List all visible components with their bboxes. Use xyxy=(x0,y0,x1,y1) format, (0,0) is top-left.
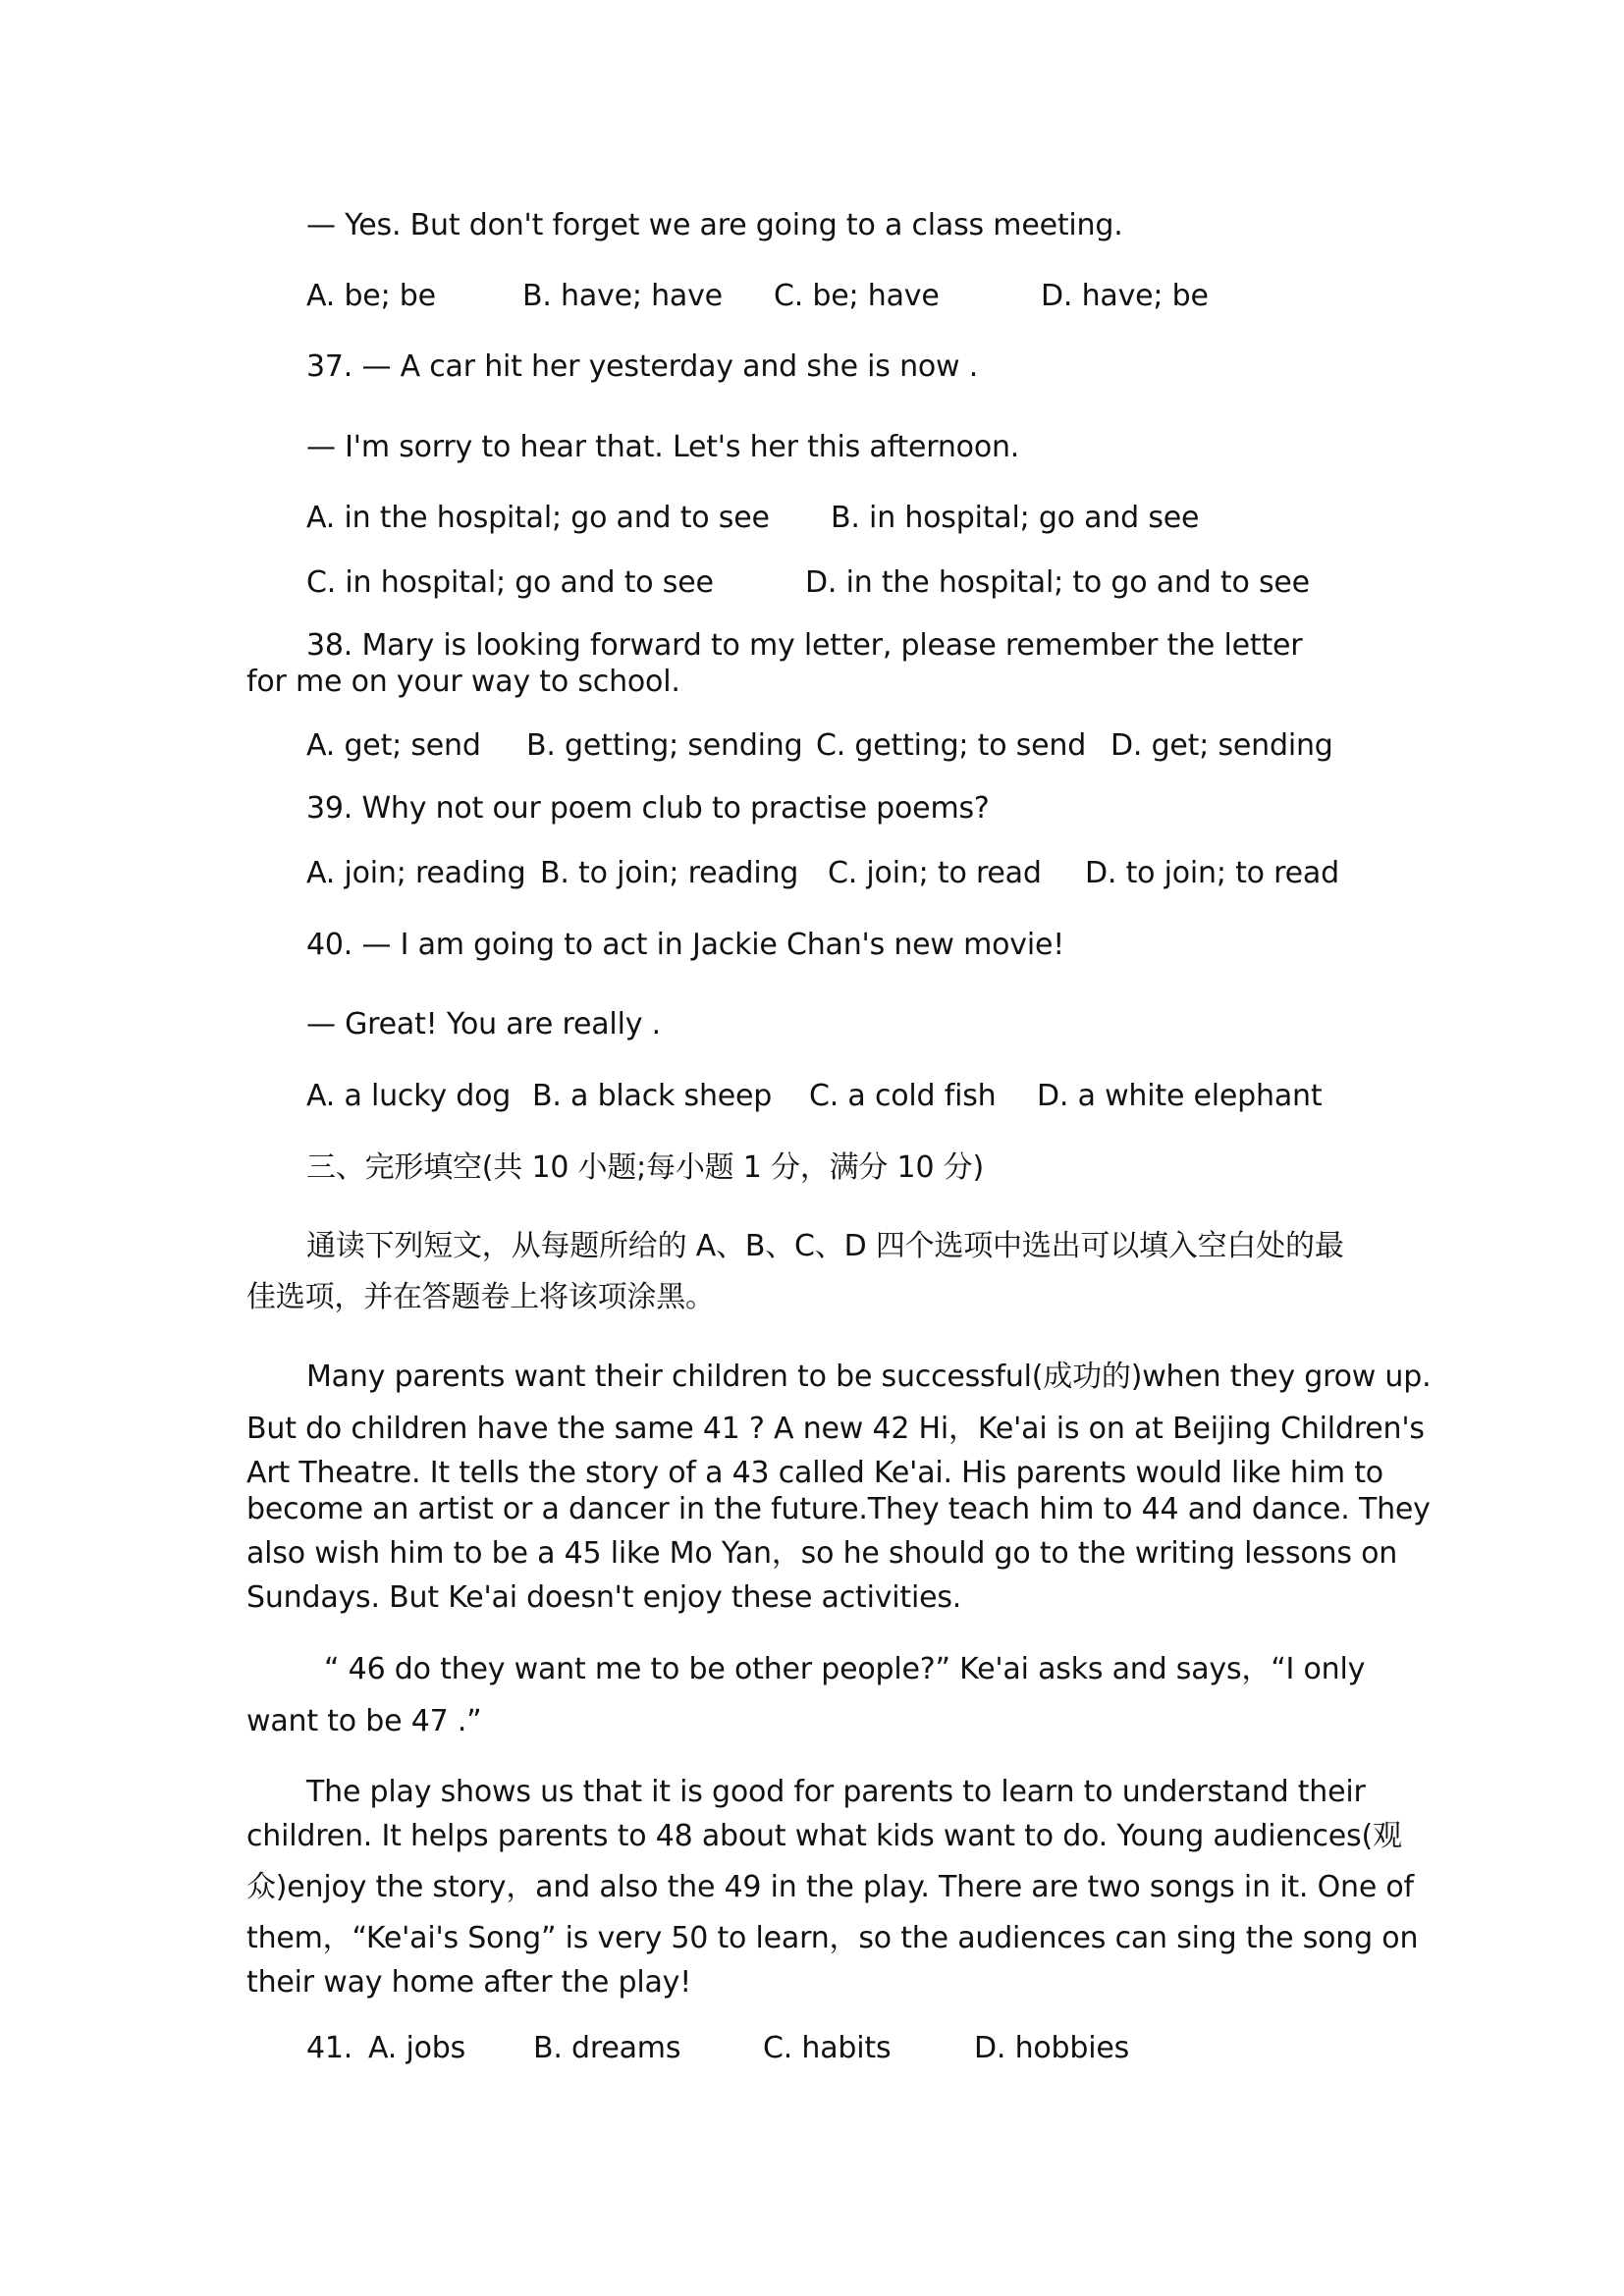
passage-p1-line2: But do children have the same 41 ? A new 42 Hi，Ke'ai is on at Beijing Children's xyxy=(246,1412,1425,1446)
option-d: D. a white elephant xyxy=(1037,1079,1323,1113)
option-b: B. in hospital; go and see xyxy=(831,501,1200,535)
q38-stem-line1: 38. Mary is looking forward to my letter, please remember the letter xyxy=(306,628,1303,663)
passage-p2-line1: “ 46 do they want me to be other people?” Ke'ai asks and says，“I only xyxy=(324,1652,1366,1686)
passage-p3-line1: The play shows us that it is good for parents to learn to understand their xyxy=(306,1775,1366,1809)
option-c: C. join; to read xyxy=(828,856,1042,890)
option-b: B. a black sheep xyxy=(532,1079,773,1113)
option-a: A. join; reading xyxy=(306,856,526,890)
passage-p3-line3: 众)enjoy the story，and also the 49 in the play. There are two songs in it. One of xyxy=(246,1870,1414,1904)
passage-p1-line1: Many parents want their children to be successful(成功的)when they grow up. xyxy=(306,1360,1432,1394)
question-number: 41. xyxy=(306,2031,353,2065)
passage-p3-line4: them，“Ke'ai's Song” is very 50 to learn，so the audiences can sing the song on xyxy=(246,1921,1419,1955)
option-a: A. jobs xyxy=(368,2031,466,2065)
option-d: D. hobbies xyxy=(974,2031,1130,2065)
q37-response: — I'm sorry to hear that. Let's her this afternoon. xyxy=(306,430,1020,464)
passage-p2-line2: want to be 47 .” xyxy=(246,1704,482,1738)
option-a: A. get; send xyxy=(306,728,481,763)
q40-response: — Great! You are really . xyxy=(306,1007,661,1041)
option-d: D. to join; to read xyxy=(1085,856,1339,890)
q38-stem-line2: for me on your way to school. xyxy=(246,665,680,699)
section-heading: 三、完形填空(共 10 小题;每小题 1 分，满分 10 分) xyxy=(306,1150,984,1185)
q36-response-line: — Yes. But don't forget we are going to a class meeting. xyxy=(306,208,1123,242)
option-d: D. get; sending xyxy=(1110,728,1333,763)
option-a: A. in the hospital; go and to see xyxy=(306,501,770,535)
option-c: C. getting; to send xyxy=(816,728,1087,763)
option-b: B. have; have xyxy=(522,279,723,313)
option-c: C. in hospital; go and to see xyxy=(306,565,714,600)
option-c: C. be; have xyxy=(774,279,940,313)
passage-p3-line2: children. It helps parents to 48 about what kids want to do. Young audiences(观 xyxy=(246,1819,1402,1853)
passage-p1-line4: become an artist or a dancer in the future.They teach him to 44 and dance. They xyxy=(246,1492,1431,1526)
option-a: A. a lucky dog xyxy=(306,1079,512,1113)
option-d: D. have; be xyxy=(1041,279,1209,313)
section-instruction-line1: 通读下列短文，从每题所给的 A、B、C、D 四个选项中选出可以填入空白处的最 xyxy=(306,1229,1344,1263)
option-c: C. a cold fish xyxy=(809,1079,997,1113)
option-d: D. in the hospital; to go and to see xyxy=(805,565,1310,600)
q40-stem: 40. — I am going to act in Jackie Chan's new movie! xyxy=(306,928,1065,962)
option-c: C. habits xyxy=(763,2031,892,2065)
passage-p1-line3: Art Theatre. It tells the story of a 43 called Ke'ai. His parents would like him to xyxy=(246,1456,1383,1490)
passage-p1-line6: Sundays. But Ke'ai doesn't enjoy these activities. xyxy=(246,1580,962,1615)
passage-p3-line5: their way home after the play! xyxy=(246,1965,692,2000)
option-b: B. to join; reading xyxy=(540,856,799,890)
q39-stem: 39. Why not our poem club to practise poems? xyxy=(306,791,990,826)
q37-stem: 37. — A car hit her yesterday and she is now . xyxy=(306,349,979,384)
option-b: B. getting; sending xyxy=(526,728,803,763)
option-a: A. be; be xyxy=(306,279,436,313)
option-b: B. dreams xyxy=(533,2031,681,2065)
section-instruction-line2: 佳选项，并在答题卷上将该项涂黑。 xyxy=(246,1280,715,1314)
passage-p1-line5: also wish him to be a 45 like Mo Yan，so he should go to the writing lessons on xyxy=(246,1536,1398,1571)
